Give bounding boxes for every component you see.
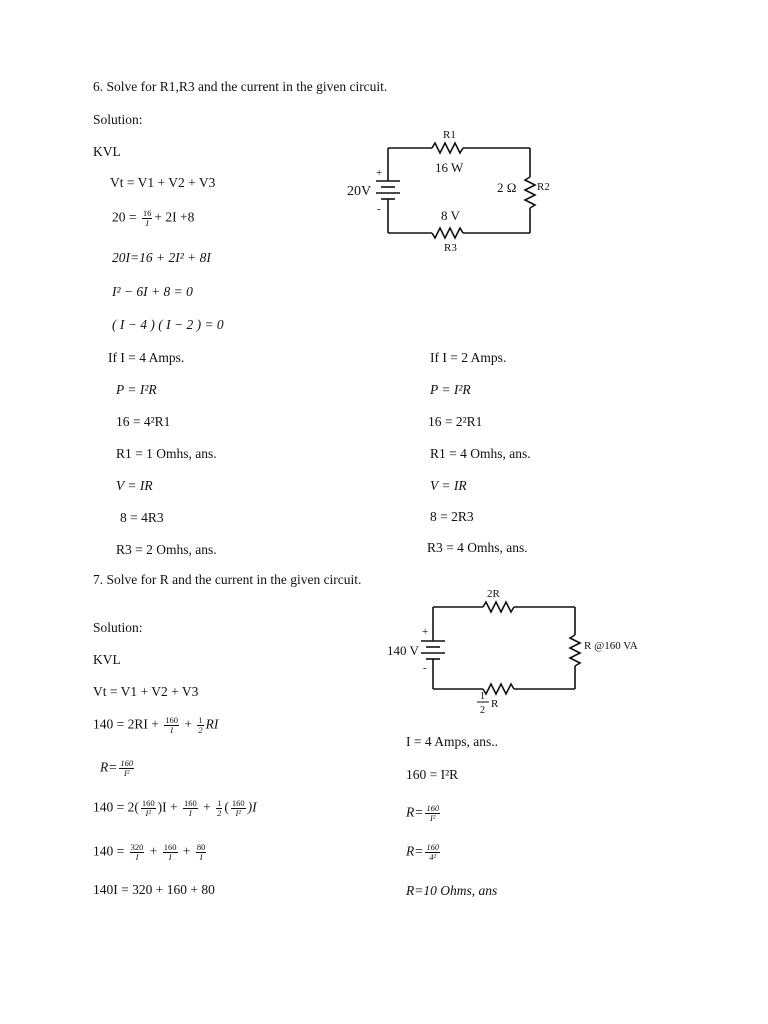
answer-r-substituted: R= $\frac{160}{\text{4²}}$ xyxy=(406,842,440,862)
case1-r1-answer: R1 = 1 Omhs, ans. xyxy=(116,446,217,461)
problem-6-eq-kvl: Vt = V1 + V2 + V3 xyxy=(110,175,216,190)
problem-7-eq-substitution: 140 = 2RI + $\frac{160}{I}$ + $\frac{1}{2}$ RI xyxy=(93,715,219,735)
problem-7-statement: 7. Solve for R and the current in the given circuit. xyxy=(93,572,362,587)
case1-power: P = I²R xyxy=(116,382,157,397)
problem-6-solution-label: Solution: xyxy=(93,112,143,127)
problem-6-kvl-label: KVL xyxy=(93,144,121,159)
source-6-minus: - xyxy=(377,203,381,215)
case1-if: If I = 4 Amps. xyxy=(108,350,185,365)
r3-label: R3 xyxy=(444,242,457,254)
circuit-diagram-7 xyxy=(385,585,655,715)
problem-7-eq-substituted-r: 140 = 2( $\frac{160}{\text{I²}}$ )I + $\frac{160}{I}$ + $\frac{1}{2}$ ( $\frac{160}{\text{I²}}$ )I xyxy=(93,798,257,818)
right-resistor-label: R @160 VA xyxy=(584,640,638,652)
problem-6-statement: 6. Solve for R1,R3 and the current in the given circuit. xyxy=(93,79,388,94)
case2-r3-answer: R3 = 4 Omhs, ans. xyxy=(427,540,528,555)
r2-label: R2 xyxy=(537,181,550,193)
answer-r-expression: R= $\frac{160}{\text{I²}}$ xyxy=(406,803,440,823)
bottom-resistor-r: R xyxy=(491,698,499,710)
source-7-plus: + xyxy=(422,626,429,638)
answer-current: I = 4 Amps, ans.. xyxy=(406,734,498,749)
problem-7-eq-final: 140I = 320 + 160 + 80 xyxy=(93,882,215,897)
problem-7-eq-simplified: 140 = $\frac{320}{I}$ + $\frac{160}{I}$ + $\frac{80}{I}$ xyxy=(93,842,206,862)
bottom-resistor-num: 1 xyxy=(480,691,485,702)
case2-subst-r1: 16 = 2²R1 xyxy=(428,414,483,429)
case2-r1-answer: R1 = 4 Omhs, ans. xyxy=(430,446,531,461)
r2-value: 2 Ω xyxy=(497,180,517,195)
source-7-minus: - xyxy=(423,662,427,674)
problem-7-kvl-label: KVL xyxy=(93,652,121,667)
problem-7-eq-r-expression: R= $\frac{160}{\text{I²}}$ xyxy=(100,758,134,778)
problem-6-eq-expanded: 20I=16 + 2I² + 8I xyxy=(112,250,211,265)
source-6-plus: + xyxy=(376,167,383,179)
source-7-label: 140 V xyxy=(387,643,419,658)
source-6-label: 20V xyxy=(347,184,372,199)
answer-power-eq: 160 = I²R xyxy=(406,767,459,782)
case2-power: P = I²R xyxy=(430,382,471,397)
problem-6-eq-substitution: 20 = $\frac{16}{I}$ + 2I +8 xyxy=(112,208,195,228)
circuit-diagram-6 xyxy=(340,125,550,260)
case2-subst-r3: 8 = 2R3 xyxy=(430,509,474,524)
case2-ohms-law: V = IR xyxy=(430,478,467,493)
case1-subst-r3: 8 = 4R3 xyxy=(120,510,164,525)
problem-6-eq-quadratic: I² − 6I + 8 = 0 xyxy=(112,284,193,299)
problem-6-eq-factored: ( I − 4 ) ( I − 2 ) = 0 xyxy=(112,317,224,332)
answer-r-final: R=10 Ohms, ans xyxy=(406,883,498,898)
r1-label: R1 xyxy=(443,129,456,141)
case1-ohms-law: V = IR xyxy=(116,478,153,493)
r1-value: 16 W xyxy=(435,160,464,175)
bottom-resistor-den: 2 xyxy=(480,705,485,716)
problem-7-solution-label: Solution: xyxy=(93,620,143,635)
case1-subst-r1: 16 = 4²R1 xyxy=(116,414,171,429)
case2-if: If I = 2 Amps. xyxy=(430,350,507,365)
case1-r3-answer: R3 = 2 Omhs, ans. xyxy=(116,542,217,557)
problem-7-eq-kvl: Vt = V1 + V2 + V3 xyxy=(93,684,199,699)
r3-value: 8 V xyxy=(441,208,460,223)
top-resistor-label: 2R xyxy=(487,588,500,600)
